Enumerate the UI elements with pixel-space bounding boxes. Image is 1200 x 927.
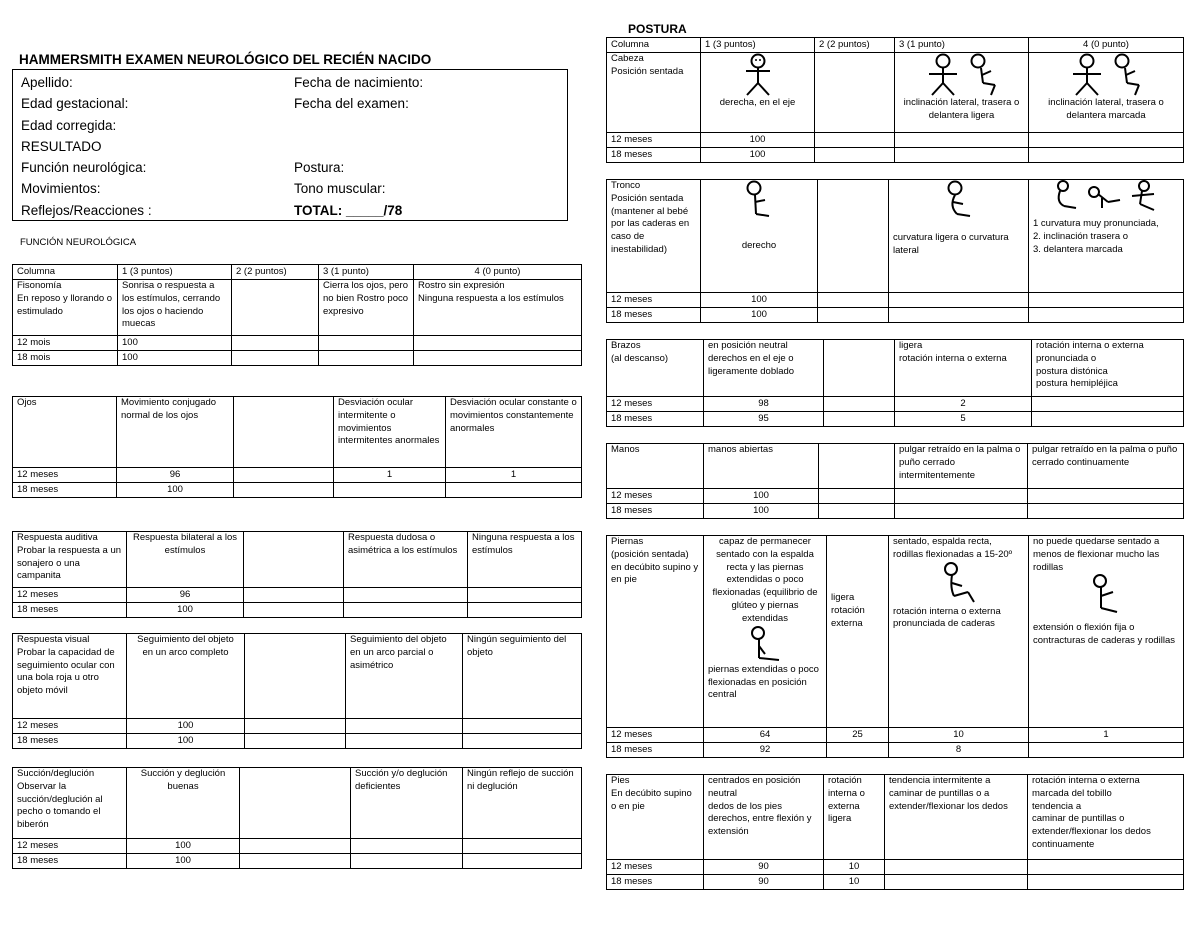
item-name: Ojos <box>13 397 117 468</box>
col-header: 3 (1 punto) <box>895 38 1029 53</box>
value-cell: 100 <box>701 148 815 163</box>
value-cell: 25 <box>827 728 889 743</box>
document-title: HAMMERSMITH EXAMEN NEUROLÓGICO DEL RECIÉN NACIDO <box>19 52 432 67</box>
apellido-label: Apellido: <box>21 75 73 90</box>
item-c4: Desviación ocular constante o movimientos constantemente anormales <box>446 397 582 468</box>
baby-legs-rotation-figure <box>893 562 1024 606</box>
value-cell: 100 <box>127 854 240 869</box>
tono-label: Tono muscular: <box>294 181 386 197</box>
item-c4: inclinación lateral, trasera o delantera marcada <box>1048 97 1164 121</box>
value-cell: 100 <box>118 336 232 351</box>
row-label: 18 meses <box>13 854 127 869</box>
row-label: 12 meses <box>607 397 704 412</box>
value-cell: 100 <box>117 483 234 498</box>
baby-trunk-marked-curve-figure <box>1033 180 1179 214</box>
col-header: Columna <box>13 265 118 280</box>
value-cell: 100 <box>127 603 244 618</box>
item-c1: Succión y deglución buenas <box>127 768 240 839</box>
value-cell: 100 <box>701 293 818 308</box>
baby-head-tilt-figure <box>899 53 1024 97</box>
item-c2: ligera rotación externa <box>831 592 865 629</box>
row-label: 18 meses <box>607 743 704 758</box>
value-cell: 100 <box>704 489 819 504</box>
piernas-table <box>606 535 1184 758</box>
row-label: 12 meses <box>607 860 704 875</box>
item-c3: pulgar retraído en la palma o puño cerrado intermitentemente <box>895 444 1028 489</box>
value-cell: 100 <box>127 719 245 734</box>
funcion-section-label: FUNCIÓN NEUROLÓGICA <box>20 237 137 248</box>
right-column <box>606 22 1184 890</box>
total-label: TOTAL: _____/78 <box>294 202 403 218</box>
value-cell: 1 <box>334 468 446 483</box>
row-label: 12 meses <box>607 293 701 308</box>
item-c1: Movimiento conjugado normal de los ojos <box>117 397 234 468</box>
item-c3: sentado, espalda recta, rodillas flexionadas a 15-20º <box>893 536 1013 560</box>
col-header: 1 (3 puntos) <box>118 265 232 280</box>
item-name: Succión/deglución Observar la succión/deglución al pecho o tomando el biberón <box>13 768 127 839</box>
manos-table <box>606 443 1184 519</box>
baby-upright-head-figure <box>705 53 810 97</box>
item-c1: derecha, en el eje <box>719 97 796 108</box>
row-label: 18 mois <box>13 351 118 366</box>
value-cell: 100 <box>704 504 819 519</box>
row-label: 12 meses <box>607 728 704 743</box>
cabeza-table <box>606 37 1184 163</box>
row-label: 12 meses <box>13 468 117 483</box>
item-c4: pulgar retraído en la palma o puño cerrado continuamente <box>1028 444 1184 489</box>
resultado-label: RESULTADO <box>21 138 102 154</box>
col-header: 1 (3 puntos) <box>701 38 815 53</box>
row-label: 12 meses <box>13 839 127 854</box>
item-c3: inclinación lateral, trasera o delantera ligera <box>903 97 1020 121</box>
value-cell: 96 <box>117 468 234 483</box>
value-cell: 10 <box>889 728 1029 743</box>
row-label: 12 meses <box>607 133 701 148</box>
movimientos-label: Movimientos: <box>21 181 101 197</box>
value-cell: 100 <box>127 839 240 854</box>
row-label: 12 meses <box>13 588 127 603</box>
item-c4: Ninguna respuesta a los estímulos <box>468 532 582 588</box>
item-c3: Succión y/o deglución deficientes <box>351 768 463 839</box>
row-label: 18 meses <box>13 734 127 749</box>
item-name: Respuesta visual Probar la capacidad de seguimiento ocular con una bola roja u otro objeto móvil <box>13 634 127 719</box>
value-cell: 90 <box>704 875 824 890</box>
item-c4: Ningún seguimiento del objeto <box>463 634 582 719</box>
row-label: 18 meses <box>607 875 704 890</box>
item-c1: manos abiertas <box>704 444 819 489</box>
patient-info-box <box>12 69 568 221</box>
row-label: 18 meses <box>13 483 117 498</box>
item-c1: Seguimiento del objeto en un arco completo <box>127 634 245 719</box>
col-header: 3 (1 punto) <box>319 265 414 280</box>
baby-head-marked-tilt-figure <box>1033 53 1179 97</box>
value-cell: 64 <box>704 728 827 743</box>
item-c4: Ningún reflejo de succión ni deglución <box>463 768 582 839</box>
item-c1: centrados en posición neutral dedos de los pies derechos, entre flexión y extensión <box>704 775 824 860</box>
value-cell: 92 <box>704 743 827 758</box>
value-cell: 100 <box>127 734 245 749</box>
item-name: Pies En decúbito supino o en pie <box>607 775 704 860</box>
row-label: 18 meses <box>607 504 704 519</box>
item-c4: rotación interna o externa pronunciada o postura distónica postura hemipléjica <box>1032 340 1184 397</box>
value-cell: 100 <box>701 133 815 148</box>
item-c3: Desviación ocular intermitente o movimientos intermitentes anormales <box>334 397 446 468</box>
brazos-table <box>606 339 1184 427</box>
value-cell: 95 <box>704 412 824 427</box>
item-name: Piernas (posición sentada) <box>611 536 689 560</box>
item-name-sub: en decúbito supino y en pie <box>611 561 699 586</box>
item-c1: capaz de permanecer sentado con la espalda recta y las piernas extendidas o poco flexionadas (equilibrio de glúteo y piernas extendidas <box>712 536 818 624</box>
item-c4: 1 curvatura muy pronunciada, 2. inclinación trasera o 3. delantera marcada <box>1033 218 1159 255</box>
col-header: 2 (2 puntos) <box>232 265 319 280</box>
tronco-table <box>606 179 1184 323</box>
item-name: Fisonomía En reposo y llorando o estimulado <box>13 280 118 336</box>
fecha-nacimiento-label: Fecha de nacimiento: <box>294 75 424 90</box>
item-name: Manos <box>607 444 704 489</box>
postura-label: Postura: <box>294 160 345 176</box>
row-label: 18 meses <box>13 603 127 618</box>
ojos-table <box>12 396 582 498</box>
item-name: Cabeza Posición sentada <box>607 53 701 133</box>
item-c2: rotación interna o externa ligera <box>824 775 885 860</box>
row-label: 18 meses <box>607 308 701 323</box>
value-cell: 10 <box>824 875 885 890</box>
funcion-label: Función neurológica: <box>21 160 147 176</box>
item-c3: Seguimiento del objeto en un arco parcial o asimétrico <box>346 634 463 719</box>
baby-legs-extended-figure <box>708 626 822 664</box>
baby-trunk-upright-figure <box>705 180 813 224</box>
postura-section-title: POSTURA <box>628 22 687 36</box>
row-label: 12 mois <box>13 336 118 351</box>
edad-gestacional-label: Edad gestacional: <box>21 96 129 112</box>
item-c4: Rostro sin expresión Ninguna respuesta a los estímulos <box>414 280 582 336</box>
pies-table <box>606 774 1184 890</box>
auditiva-table <box>12 531 582 618</box>
value-cell: 100 <box>701 308 818 323</box>
col-header: 2 (2 puntos) <box>815 38 895 53</box>
item-c1: Respuesta bilateral a los estímulos <box>127 532 244 588</box>
value-cell: 10 <box>824 860 885 875</box>
col-header: 4 (0 punto) <box>414 265 582 280</box>
item-c3: Respuesta dudosa o asimétrica a los estímulos <box>344 532 468 588</box>
col-header: 4 (0 punto) <box>1029 38 1184 53</box>
left-column <box>12 52 582 869</box>
baby-legs-fixed-figure <box>1033 574 1179 622</box>
value-cell: 5 <box>895 412 1032 427</box>
value-cell: 96 <box>127 588 244 603</box>
row-label: 12 meses <box>607 489 704 504</box>
item-name: Brazos (al descanso) <box>607 340 704 397</box>
baby-trunk-curved-figure <box>893 180 1024 224</box>
item-name: Respuesta auditiva Probar la respuesta a un sonajero o una campanita <box>13 532 127 588</box>
item-c3: curvatura ligera o curvatura lateral <box>893 232 1009 256</box>
edad-corregida-label: Edad corregida: <box>21 117 117 133</box>
value-cell: 100 <box>118 351 232 366</box>
row-label: 18 meses <box>607 412 704 427</box>
row-label: 18 meses <box>607 148 701 163</box>
value-cell: 90 <box>704 860 824 875</box>
item-c1: derecho <box>741 240 777 251</box>
value-cell: 1 <box>1029 728 1184 743</box>
fisonomia-table <box>12 264 582 366</box>
fecha-examen-label: Fecha del examen: <box>294 96 409 112</box>
value-cell: 2 <box>895 397 1032 412</box>
item-c4-sub: extensión o flexión fija o contracturas de caderas y rodillas <box>1033 622 1176 647</box>
item-c4: rotación interna o externa marcada del tobillo tendencia a caminar de puntillas o extender/flexionar los dedos continuamente <box>1028 775 1184 860</box>
item-c1: en posición neutral derechos en el eje o ligeramente doblado <box>704 340 824 397</box>
row-label: 12 meses <box>13 719 127 734</box>
reflejos-label: Reflejos/Reacciones : <box>21 202 152 218</box>
item-c3-sub: rotación interna o externa pronunciada de caderas <box>893 605 1001 630</box>
item-c1: Sonrisa o respuesta a los estímulos, cerrando los ojos o haciendo muecas <box>118 280 232 336</box>
value-cell: 8 <box>889 743 1029 758</box>
succion-table <box>12 767 582 869</box>
value-cell: 1 <box>446 468 582 483</box>
value-cell: 98 <box>704 397 824 412</box>
col-header: Columna <box>607 38 701 53</box>
item-c3: Cierra los ojos, pero no bien Rostro poco expresivo <box>319 280 414 336</box>
item-name: Tronco Posición sentada (mantener al bebé por las caderas en caso de inestabilidad) <box>607 180 701 293</box>
visual-table <box>12 633 582 749</box>
item-c3: ligera rotación interna o externa <box>895 340 1032 397</box>
item-c4: no puede quedarse sentado a menos de flexionar mucho las rodillas <box>1033 536 1160 573</box>
item-c3: tendencia intermitente a caminar de puntillas o a extender/flexionar los dedos <box>885 775 1028 860</box>
item-c1-sub: piernas extendidas o poco flexionadas en posición central <box>708 663 819 701</box>
